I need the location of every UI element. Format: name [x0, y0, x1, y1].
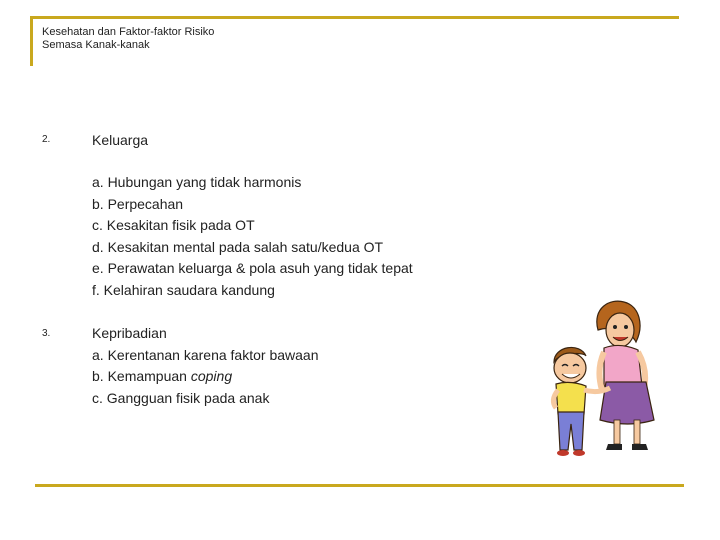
header-line-1: Kesehatan dan Faktor-faktor Risiko [42, 26, 215, 38]
list-item: c. Gangguan fisik pada anak [92, 389, 270, 406]
top-rule [30, 16, 679, 19]
section-2-number: 2. [42, 134, 51, 145]
list-item: b. Perpecahan [92, 195, 184, 212]
list-item: f. Kelahiran saudara kandung [92, 281, 275, 298]
list-item: a. Hubungan yang tidak harmonis [92, 174, 302, 190]
list-item: c. Kesakitan fisik pada OT [92, 217, 255, 234]
slide-header [42, 26, 214, 52]
mother-child-illustration [540, 290, 675, 465]
list-item-text: b. Kemampuan [92, 368, 191, 385]
list-item: e. Perawatan keluarga & pola asuh yang tidak tepat [92, 260, 413, 277]
section-2-title: Keluarga [92, 132, 149, 148]
list-item: a. Kerentanan karena faktor bawaan [92, 346, 319, 363]
section-3-title: Kepribadian [92, 325, 167, 341]
list-item-italic: coping [190, 368, 233, 385]
left-rule [30, 16, 33, 66]
section-3-block [92, 323, 319, 409]
section-2-list [92, 172, 413, 302]
header-line-2: Semasa Kanak-kanak [42, 39, 150, 51]
list-item: d. Kesakitan mental pada salah satu/kedua OT [92, 238, 384, 255]
section-3-number: 3. [42, 328, 51, 339]
list-item [92, 366, 319, 388]
bottom-rule [35, 484, 684, 487]
mother-figure [597, 301, 654, 450]
